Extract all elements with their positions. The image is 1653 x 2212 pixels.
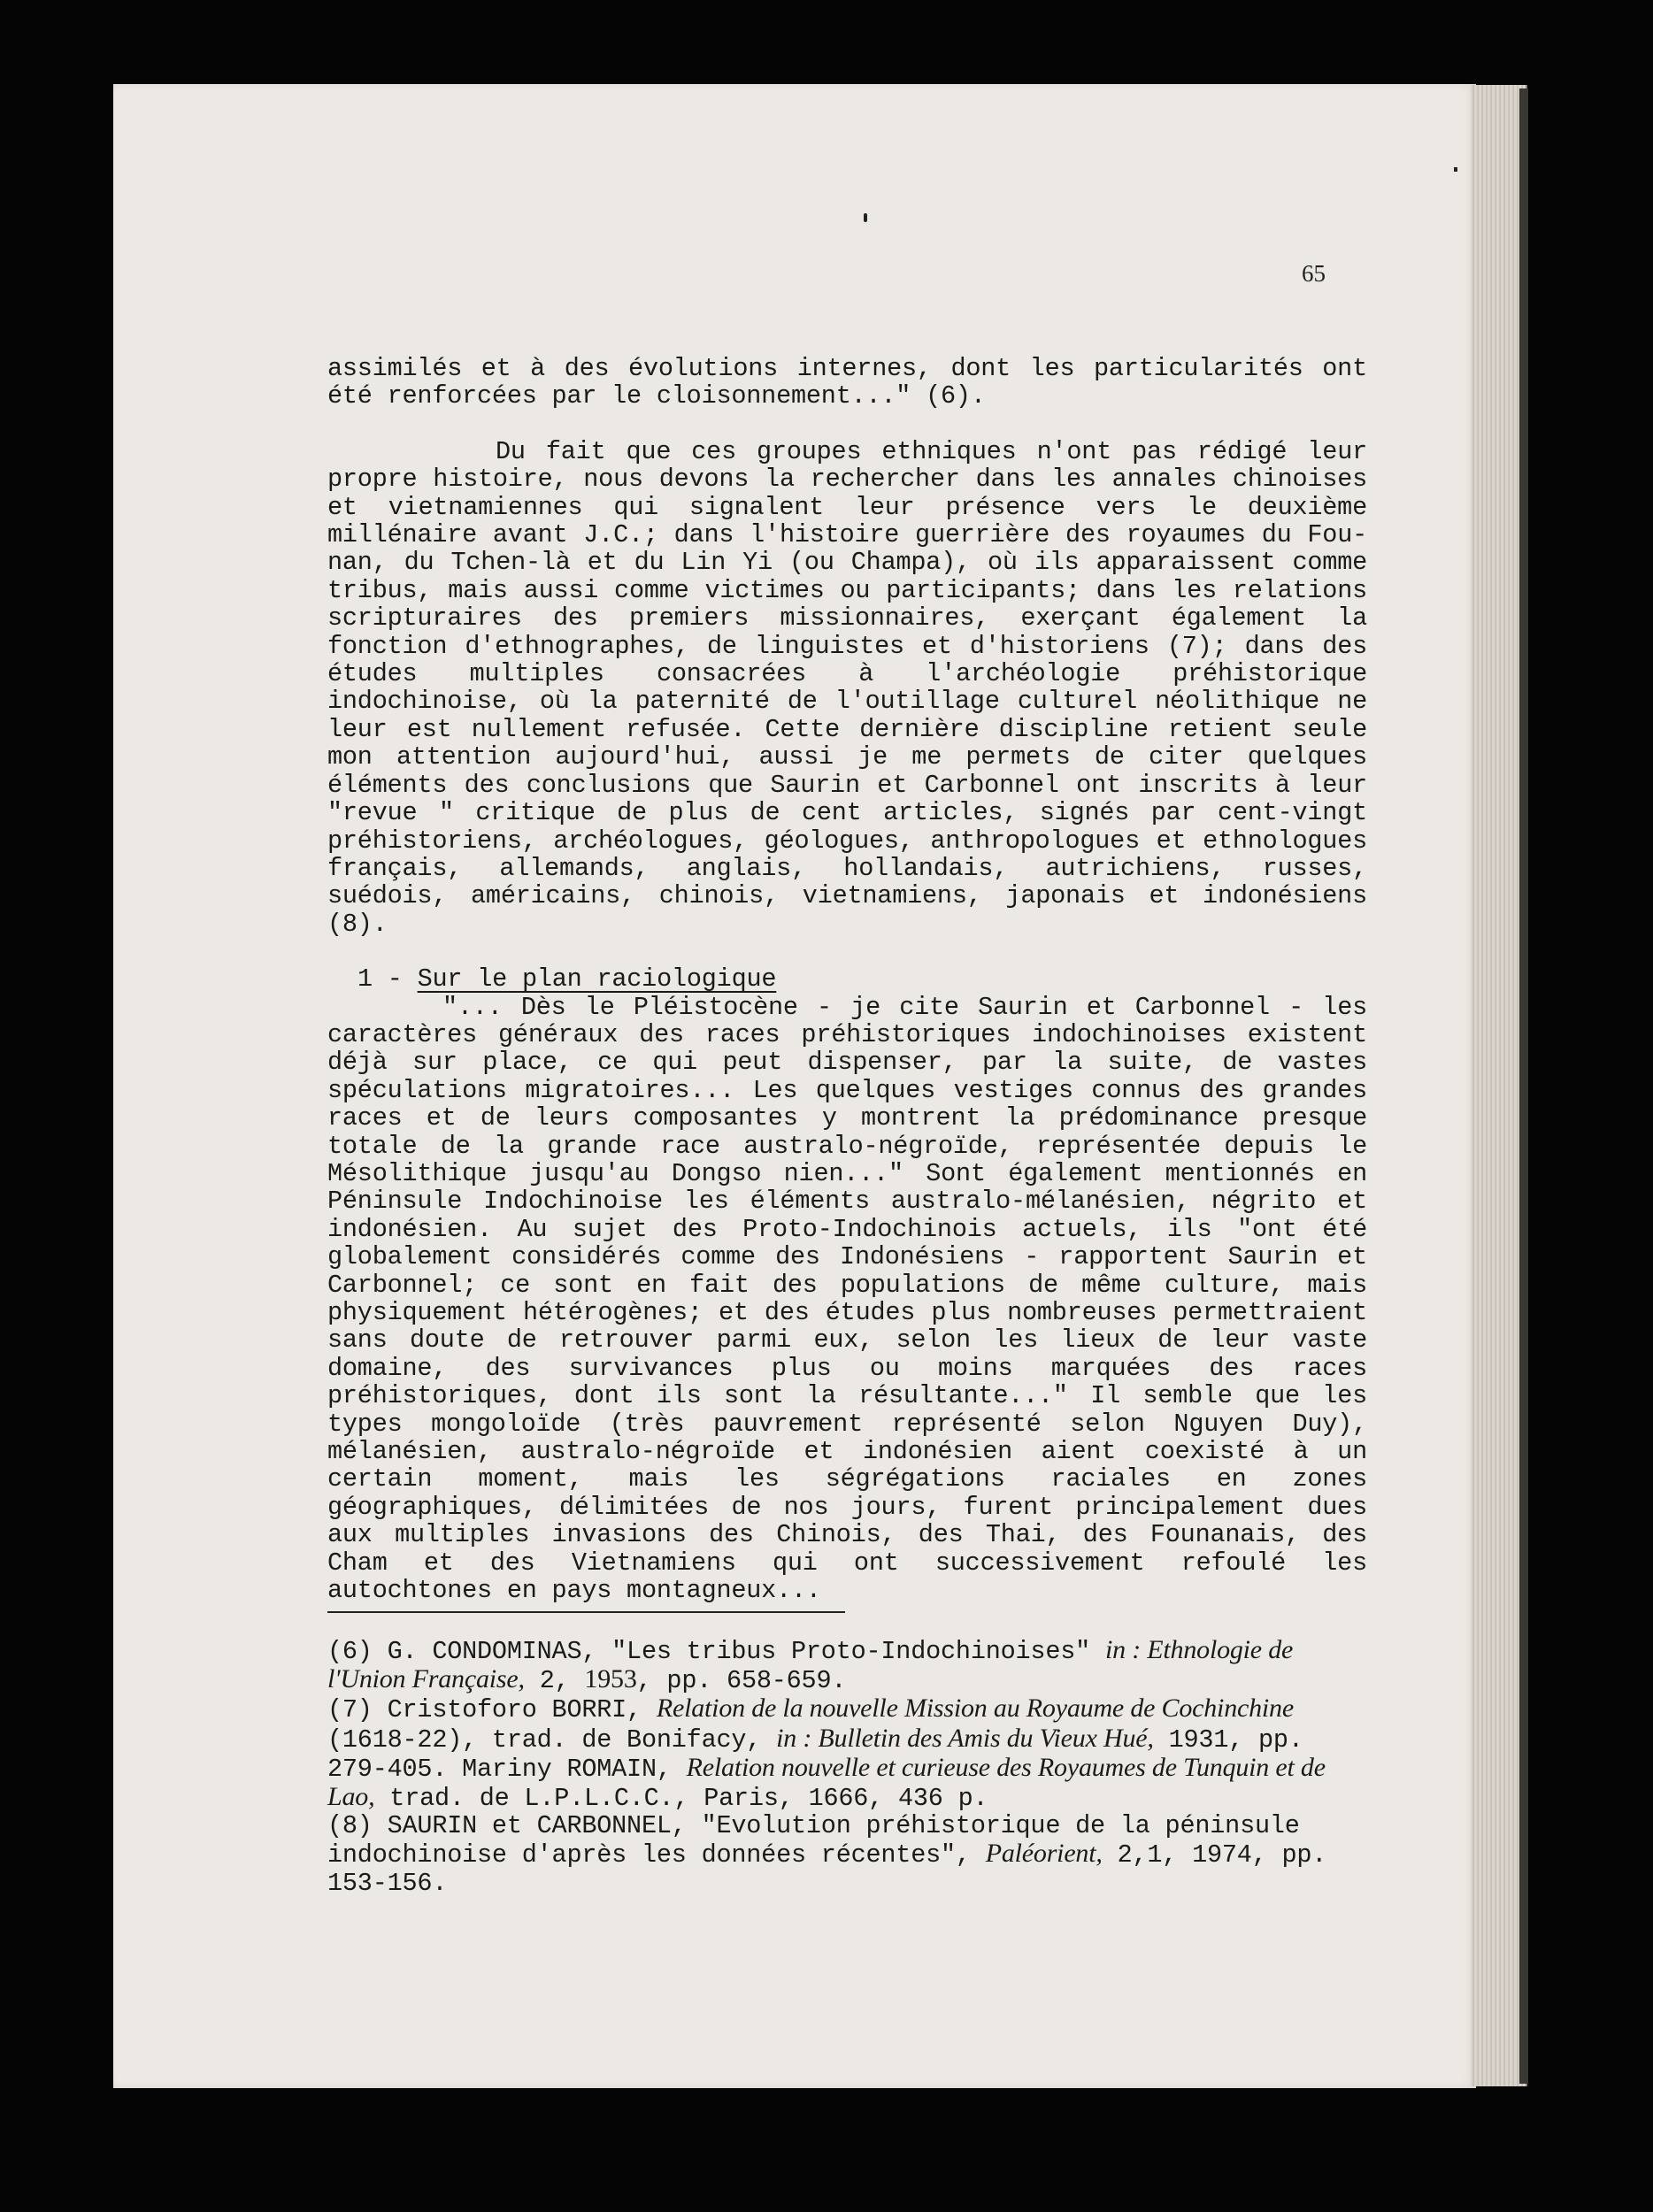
body-text xyxy=(327,355,1367,1604)
book-spine-edge xyxy=(1519,88,1528,2084)
ink-speck xyxy=(864,213,867,222)
ink-speck xyxy=(1454,167,1457,172)
footnote-rule xyxy=(327,1611,845,1613)
section-title: Sur le plan raciologique xyxy=(417,964,777,995)
page-number: 65 xyxy=(1302,260,1326,287)
section-heading xyxy=(327,965,1367,993)
footnotes xyxy=(327,1636,1367,1897)
section-number: 1 - xyxy=(358,964,403,995)
paragraph-2: Du fait que ces groupes ethniques n'ont pas rédigé leur propre histoire, nous devons la rechercher dans les annales chinoises et vietnamiennes qui signalent leur présence vers le deuxième millénaire avant J.C.; dans l'histoire guerrière des royaumes du Fou-nan, du Tchen-là et du Lin Yi (ou Champa), où ils apparaissent comme tribus, mais aussi comme victimes ou participants; dans les relations scripturaires des premiers missionnaires, exerçant également la fonction d'ethnographes, de linguistes et d'historiens (7); dans des études multiples consacrées à l'archéologie préhistorique indochinoise, où la paternité de l'outillage culturel néolithique ne leur est nullement refusée. Cette dernière discipline retient seule mon attention aujourd'hui, aussi je me permets de citer quelques éléments des conclusions que Saurin et Carbonnel ont inscrits à leur "revue " critique de plus de cent articles, signés par cent-vingt préhistoriens, archéologues, géologues, anthropologues et ethnologues français, allemands, anglais, hollandais, autrichiens, russes, suédois, américains, chinois, vietnamiens, japonais et indonésiens (8). xyxy=(327,436,1367,939)
paragraph-1: assimilés et à des évolutions internes, dont les particularités ont été renforcées par le cloisonnement..." (6). xyxy=(327,354,1367,411)
footnote-7: (7) Cristoforo BORRI, Relation de la nouvelle Mission au Royaume de Cochinchine (1618-22), trad. de Bonifacy, in : Bulletin des Amis du Vieux Hué, 1931, pp. 279-405. Mariny ROMAIN, Relation nouvelle et curieuse des Royaumes de Tunquin et de Lao, trad. de L.P.L.C.C., Paris, 1666, 436 p. xyxy=(327,1694,1326,1814)
footnote-8: (8) SAURIN et CARBONNEL, "Evolution préhistorique de la péninsule indochinoise d'après les données récentes", Paléorient, 2,1, 1974, pp. 153-156. xyxy=(327,1811,1327,1898)
footnote-6: (6) G. CONDOMINAS, "Les tribus Proto-Indochinoises" in : Ethnologie de l'Union Française, 2, 1953, pp. 658-659. xyxy=(327,1635,1294,1696)
paragraph-3: "... Dès le Pléistocène - je cite Saurin et Carbonnel - les caractères généraux des races préhistoriques indochinoises existent déjà sur place, ce qui peut dispenser, par la suite, de vastes spéculations migratoires... Les quelques vestiges connus des grandes races et de leurs composantes y montrent la prédominance presque totale de la grande race australo-négroïde, représentée depuis le Mésolithique jusqu'au Dongso nien..." Sont également mentionnés en Péninsule Indochinoise les éléments australo-mélanésien, négrito et indonésien. Au sujet des Proto-Indochinois actuels, ils "ont été globalement considérés comme des Indonésiens - rapportent Saurin et Carbonnel; ce sont en fait des populations de même culture, mais physiquement hétérogènes; et des études plus nombreuses permettraient sans doute de retrouver parmi eux, selon les lieux de leur vaste domaine, des survivances plus ou moins marquées des races préhistoriques, dont ils sont la résultante..." Il semble que les types mongoloïde (très pauvrement représenté selon Nguyen Duy), mélanésien, australo-négroïde et indonésien aient coexisté à un certain moment, mais les ségrégations raciales en zones géographiques, délimitées de nos jours, furent principalement dues aux multiples invasions des Chinois, des Thai, des Founanais, des Cham et des Vietnamiens qui ont successivement refoulé les autochtones en pays montagneux... xyxy=(327,992,1367,1606)
